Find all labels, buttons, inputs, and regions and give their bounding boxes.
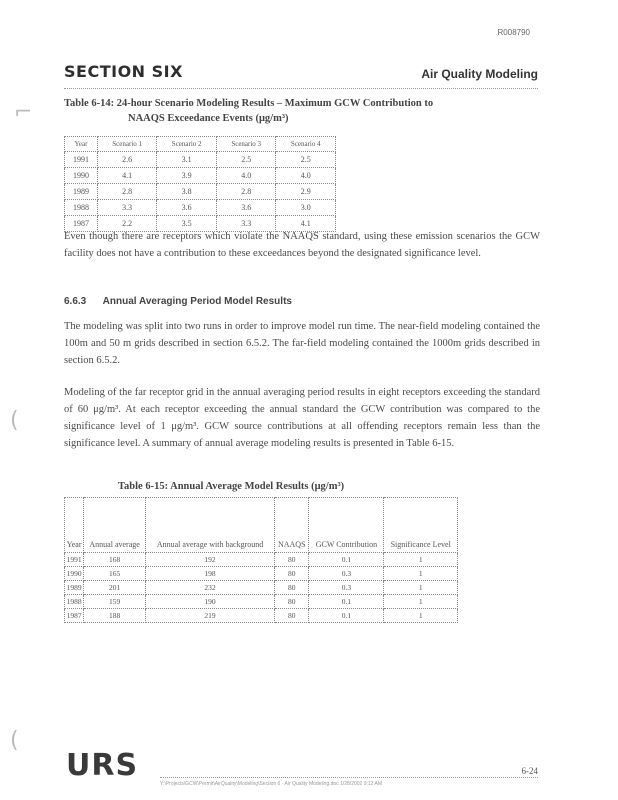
table-cell: 3.0 (276, 200, 336, 216)
table-cell: 1988 (65, 200, 98, 216)
table-cell: 2.5 (276, 152, 336, 168)
table-cell: 80 (275, 609, 309, 623)
table-cell: 1 (384, 567, 458, 581)
table-row (65, 152, 336, 168)
table-cell: 1990 (65, 567, 84, 581)
table-6-14-caption-line2: NAAQS Exceedance Events (μg/m³) (128, 113, 289, 124)
table-cell: 192 (146, 553, 275, 567)
table-cell: 1 (384, 553, 458, 567)
table-cell: 3.3 (97, 200, 157, 216)
column-header: Scenario 1 (97, 137, 157, 152)
table-cell: 1989 (65, 184, 98, 200)
section-title: SECTION SIX (64, 62, 183, 81)
table-row (65, 581, 458, 595)
table-header-row (65, 498, 458, 553)
column-header: NAAQS (275, 498, 309, 553)
footer-fine-print: Y:\Projects\GCW\Permit\AirQuality\Modeling\Section 6 - Air Quality Modeling.doc 1/28/2002 9:12 AM (160, 781, 383, 787)
table-cell: 80 (275, 581, 309, 595)
column-header: Scenario 4 (276, 137, 336, 152)
table-cell: 1991 (65, 553, 84, 567)
section-header (64, 58, 538, 89)
table-cell: 4.1 (276, 216, 336, 232)
column-header: Scenario 3 (216, 137, 276, 152)
table-cell: 1988 (65, 595, 84, 609)
paragraph-annual-results: Modeling of the far receptor grid in the annual averaging period results in eight receptors exceeding the standard of 60 μg/m³. At each receptor exceeding the annual standard the GCW contribution was compared to the significance level of 1 μg/m³. GCW source contributions at all offending receptors remain less than the significance level. A summary of annual average modeling results is presented in Table 6-15. (64, 387, 540, 449)
table-6-15-caption: Table 6-15: Annual Average Model Results (μg/m³) (118, 481, 345, 492)
table-cell: 1987 (65, 216, 98, 232)
table-cell: 80 (275, 553, 309, 567)
subsection-number: 6.6.3 (64, 296, 87, 307)
table-cell: 1991 (65, 152, 98, 168)
column-header: Annual average (84, 498, 146, 553)
table-cell: 0.3 (309, 581, 384, 595)
table-cell: 1987 (65, 609, 84, 623)
column-header: Significance Level (384, 498, 458, 553)
table-cell: 4.0 (276, 168, 336, 184)
subsection-title: Annual Averaging Period Model Results (102, 296, 292, 307)
table-cell: 188 (84, 609, 146, 623)
paragraph-model-runs: The modeling was split into two runs in order to improve model run time. The near-field modeling contained the 100m and 50 m grids described in section 6.5.2. The far-field modeling contained the 1000m grids described in section 6.5.2. (64, 321, 540, 366)
column-header: Annual average with background (146, 498, 275, 553)
table-cell: 2.5 (216, 152, 276, 168)
table-cell: 198 (146, 567, 275, 581)
table-cell: 165 (84, 567, 146, 581)
table-cell: 201 (84, 581, 146, 595)
footer-divider (160, 777, 538, 778)
table-row (65, 200, 336, 216)
table-cell: 2.8 (216, 184, 276, 200)
table-row (65, 553, 458, 567)
table-cell: 2.2 (97, 216, 157, 232)
urs-logo: URS (66, 748, 139, 783)
margin-paren-icon: ( (10, 728, 19, 753)
table-cell: 2.9 (276, 184, 336, 200)
table-row (65, 609, 458, 623)
table-cell: 168 (84, 553, 146, 567)
column-header: Year (65, 498, 84, 553)
table-cell: 0.3 (309, 567, 384, 581)
subsection-heading (64, 296, 306, 307)
table-header-row (65, 137, 336, 152)
table-row (65, 184, 336, 200)
table-cell: 219 (146, 609, 275, 623)
table-cell: 0.1 (309, 609, 384, 623)
table-cell: 1 (384, 581, 458, 595)
table-cell: 80 (275, 567, 309, 581)
table-row (65, 595, 458, 609)
table-cell: 159 (84, 595, 146, 609)
table-cell: 0.1 (309, 553, 384, 567)
table-6-14-caption-line1: Table 6-14: 24-hour Scenario Modeling Results – Maximum GCW Contribution to (64, 98, 434, 109)
table-cell: 3.1 (157, 152, 217, 168)
table-cell: 3.6 (216, 200, 276, 216)
margin-paren-icon: ( (10, 408, 19, 433)
table-cell: 3.8 (157, 184, 217, 200)
table-cell: 190 (146, 595, 275, 609)
table-cell: 1990 (65, 168, 98, 184)
table-6-14 (64, 136, 336, 232)
table-row (65, 168, 336, 184)
document-id: R008790 (497, 28, 530, 37)
table-6-15 (64, 497, 458, 623)
table-row (65, 567, 458, 581)
table-cell: 0.1 (309, 595, 384, 609)
table-cell: 232 (146, 581, 275, 595)
table-cell: 3.3 (216, 216, 276, 232)
table-cell: 1 (384, 609, 458, 623)
table-cell: 2.6 (97, 152, 157, 168)
page-number: 6-24 (521, 766, 538, 776)
table-cell: 4.1 (97, 168, 157, 184)
column-header: Year (65, 137, 98, 152)
section-subtitle: Air Quality Modeling (421, 67, 538, 81)
table-cell: 3.5 (157, 216, 217, 232)
table-cell: 3.9 (157, 168, 217, 184)
paragraph-exceedance-note: Even though there are receptors which violate the NAAQS standard, using these emission scenarios the GCW facility does not have a contribution to these exceedances beyond the designated significance level. (64, 231, 540, 259)
table-cell: 1989 (65, 581, 84, 595)
table-cell: 80 (275, 595, 309, 609)
table-cell: 1 (384, 595, 458, 609)
table-cell: 3.6 (157, 200, 217, 216)
margin-bracket-icon: ⌐ (14, 100, 33, 125)
table-cell: 2.8 (97, 184, 157, 200)
column-header: GCW Contribution (309, 498, 384, 553)
table-cell: 4.0 (216, 168, 276, 184)
column-header: Scenario 2 (157, 137, 217, 152)
